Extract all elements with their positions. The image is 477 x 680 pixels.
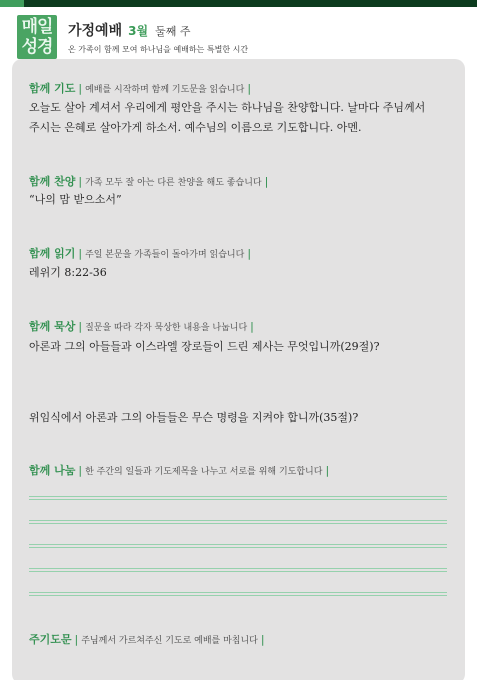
separator: | [78, 175, 83, 188]
section-meditation-heading [29, 315, 257, 334]
section-praise-heading [29, 170, 271, 189]
prayer-text [29, 98, 425, 138]
logo-line-2: 성경 [21, 37, 53, 57]
separator: | [78, 247, 83, 260]
meditation-question-1: 아론과 그의 아들들과 이스라엘 장로들이 드린 제사는 무엇입니까(29절)? [29, 340, 380, 353]
writing-line [29, 592, 447, 596]
section-label: 함께 읽기 [29, 247, 76, 260]
page-title: 가정예배 [68, 23, 123, 39]
month-label: 3월 [128, 24, 149, 38]
section-label: 함께 묵상 [29, 320, 76, 333]
separator: | [74, 633, 79, 646]
writing-line [29, 496, 447, 500]
section-reading-heading [29, 242, 254, 261]
header [0, 7, 477, 59]
section-description: 가족 모두 잘 아는 다른 찬양을 해도 좋습니다 [85, 178, 262, 188]
separator: | [247, 82, 252, 95]
section-label: 함께 찬양 [29, 175, 76, 188]
writing-line [29, 568, 447, 572]
section-description: 한 주간의 일들과 기도제목을 나누고 서로를 위해 기도합니다 [85, 467, 323, 477]
separator: | [78, 464, 83, 477]
section-sharing-heading [29, 459, 332, 478]
separator: | [78, 320, 83, 333]
separator: | [247, 247, 252, 260]
worship-panel [12, 59, 465, 680]
separator: | [325, 464, 330, 477]
logo [17, 15, 57, 59]
praise-song: “나의 맘 받으소서” [29, 193, 122, 206]
meditation-question-2: 위임식에서 아론과 그의 아들들은 무슨 명령을 지켜야 합니까(35절)? [29, 411, 359, 424]
section-label: 주기도문 [29, 633, 72, 646]
logo-line-1: 매일 [21, 17, 53, 37]
separator: | [264, 175, 269, 188]
separator: | [250, 320, 254, 333]
top-bar-accent [0, 0, 24, 7]
section-prayer-heading [29, 77, 254, 96]
prayer-line: 주시는 은혜로 살아가게 하소서. 예수님의 이름으로 기도합니다. 아멘. [29, 121, 362, 134]
section-description: 예배를 시작하며 함께 기도문을 읽습니다 [85, 85, 245, 95]
section-description: 질문을 따라 각자 묵상한 내용을 나눕니다 [85, 323, 248, 333]
writing-line [29, 520, 447, 524]
section-lords-prayer-heading [29, 628, 268, 647]
section-description: 주일 본문을 가족들이 돌아가며 읽습니다 [85, 250, 245, 260]
week-label: 둘째 주 [155, 25, 191, 38]
section-label: 함께 나눔 [29, 464, 76, 477]
prayer-line: 오늘도 살아 계셔서 우리에게 평안을 주시는 하나님을 찬양합니다. 날마다 주님께서 [29, 101, 426, 114]
section-description: 주님께서 가르쳐주신 기도로 예배를 마칩니다 [81, 636, 258, 646]
section-label: 함께 기도 [29, 82, 76, 95]
writing-line [29, 544, 447, 548]
title-row [68, 20, 191, 40]
page-subtitle: 온 가족이 함께 모여 하나님을 예배하는 특별한 시간 [68, 45, 249, 54]
reading-passage: 레위기 8:22-36 [29, 266, 107, 279]
top-bar [0, 0, 477, 7]
separator: | [260, 633, 265, 646]
separator: | [78, 82, 83, 95]
